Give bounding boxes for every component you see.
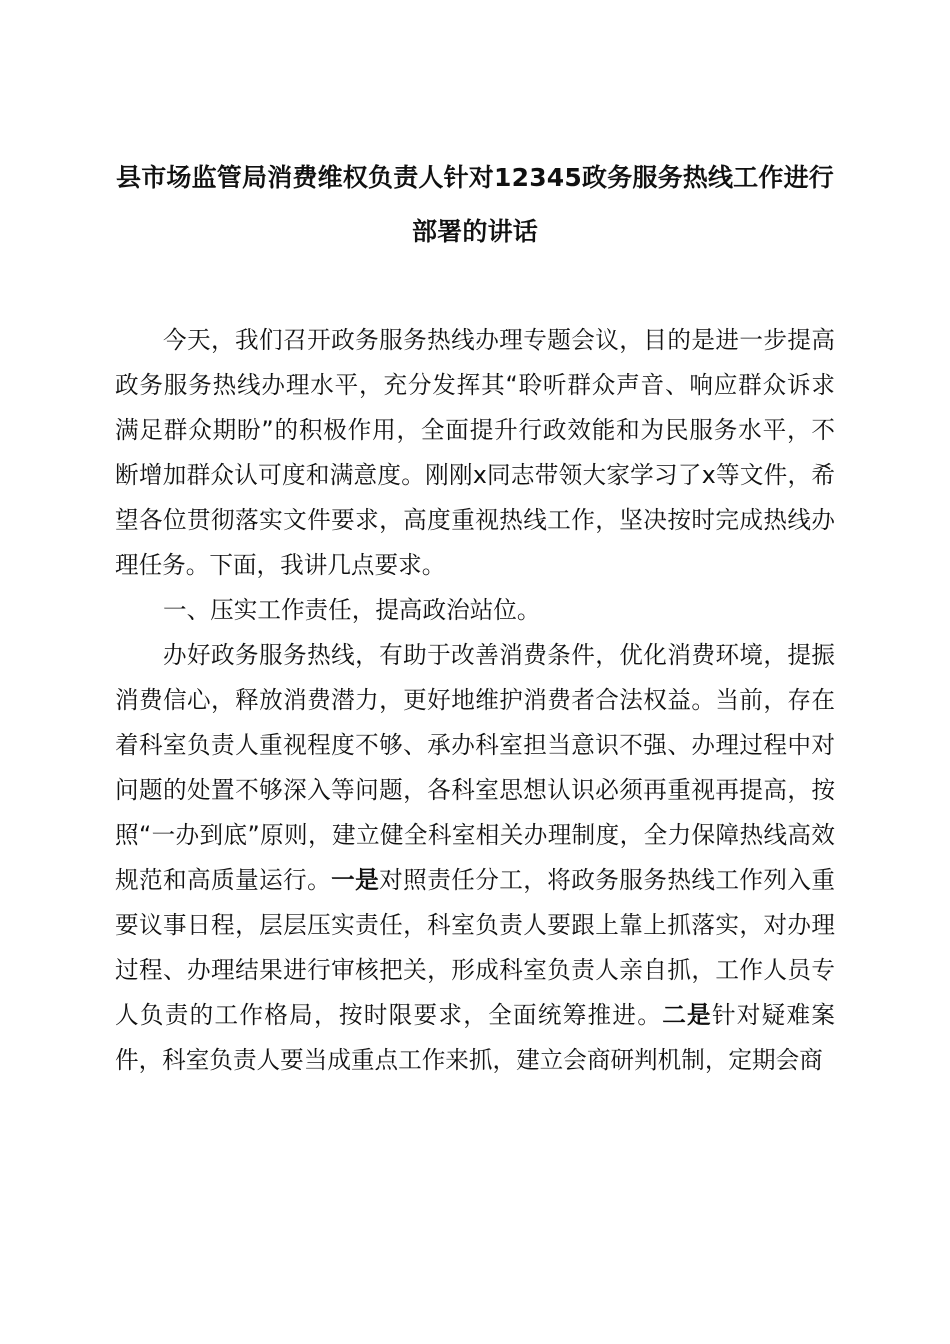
bold-marker-second: 二是 — [662, 1001, 712, 1029]
paragraph-text: 针对疑难案件，科室负责人要当成重点工作来抓，建立会商研判机制，定期会商 — [115, 1001, 836, 1074]
paragraph-section-1 — [115, 633, 835, 1083]
paragraph-text: 办好政务服务热线，有助于改善消费条件，优化消费环境，提振消费信心，释放消费潜力，更好地维护消费者合法权益。当前，存在着科室负责人重视程度不够、承办科室担当意识不强、办理过程中对问题的处置不够深入等问题，各科室思想认识必须再重视再提高，按照“一办到底”原则，建立健全科室相关办理制度，全力保障热线高效规范和高质量运行。 — [115, 641, 835, 894]
document-body — [115, 318, 835, 1083]
paragraph-text: 对照责任分工，将政务服务热线工作列入重要议事日程，层层压实责任，科室负责人要跟上靠上抓落实，对办理过程、办理结果进行审核把关，形成科室负责人亲自抓，工作人员专人负责的工作格局，按时限要求，全面统筹推进。 — [115, 866, 836, 1029]
section-heading-1: 一、压实工作责任，提高政治站位。 — [163, 596, 541, 624]
document-title: 县市场监管局消费维权负责人针对12345政务服务热线工作进行部署的讲话 — [116, 163, 834, 246]
paragraph-intro: 今天，我们召开政务服务热线办理专题会议，目的是进一步提高政务服务热线办理水平，充分发挥其“聆听群众声音、响应群众诉求满足群众期盼”的积极作用，全面提升行政效能和为民服务水平，不断增加群众认可度和满意度。刚刚x同志带领大家学习了x等文件，希望各位贯彻落实文件要求，高度重视热线工作，坚决按时完成热线办理任务。下面，我讲几点要求。 — [115, 326, 835, 579]
bold-marker-first: 一是 — [331, 866, 380, 894]
